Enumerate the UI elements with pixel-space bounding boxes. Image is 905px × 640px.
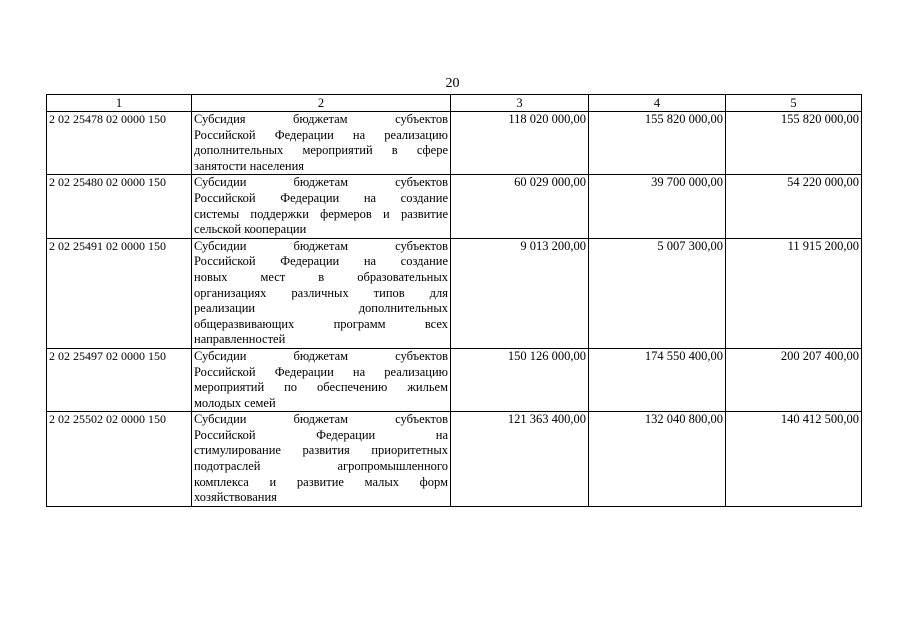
amount-col-5: 155 820 000,00 (726, 112, 862, 175)
amount-col-3: 150 126 000,00 (451, 348, 589, 411)
description-line: общеразвивающих программ всех (194, 316, 448, 331)
amount-col-5: 200 207 400,00 (726, 348, 862, 411)
description-line: стимулирование развития приоритетных (194, 443, 448, 458)
description-line: дополнительных мероприятий в сфере (194, 143, 448, 158)
amount-col-4: 174 550 400,00 (589, 348, 726, 411)
description-line: хозяйствования (194, 490, 277, 505)
description-line: комплекса и развитие малых форм (194, 474, 448, 489)
description-line: мероприятий по обеспечению жильем (194, 380, 448, 395)
amount-col-4: 155 820 000,00 (589, 112, 726, 175)
amount-col-4: 132 040 800,00 (589, 412, 726, 507)
table-row (47, 348, 862, 411)
description-line: сельской кооперации (194, 222, 307, 237)
header-col-5: 5 (726, 95, 862, 112)
description-line: новых мест в образовательных (194, 269, 448, 284)
amount-col-3: 121 363 400,00 (451, 412, 589, 507)
budget-code: 2 02 25502 02 0000 150 (47, 412, 192, 507)
description-line: системы поддержки фермеров и развитие (194, 206, 448, 221)
table-row (47, 412, 862, 507)
budget-table (46, 94, 862, 507)
amount-col-4: 39 700 000,00 (589, 175, 726, 238)
header-col-4: 4 (589, 95, 726, 112)
amount-col-5: 54 220 000,00 (726, 175, 862, 238)
header-col-2: 2 (192, 95, 451, 112)
description-line: Российской Федерации на (194, 427, 448, 442)
row-description (192, 348, 451, 411)
description-line: Российской Федерации на создание (194, 190, 448, 205)
table-row (47, 175, 862, 238)
row-description (192, 412, 451, 507)
amount-col-3: 60 029 000,00 (451, 175, 589, 238)
row-description (192, 175, 451, 238)
description-line: Субсидия бюджетам субъектов (194, 112, 448, 126)
amount-col-4: 5 007 300,00 (589, 238, 726, 348)
amount-col-3: 118 020 000,00 (451, 112, 589, 175)
description-line: Субсидии бюджетам субъектов (194, 175, 448, 190)
description-line: Субсидии бюджетам субъектов (194, 412, 448, 427)
row-description (192, 112, 451, 175)
description-line: занятости населения (194, 158, 305, 173)
description-line: Российской Федерации на создание (194, 254, 448, 269)
budget-code: 2 02 25497 02 0000 150 (47, 348, 192, 411)
description-line: подотраслей агропромышленного (194, 459, 448, 474)
budget-code: 2 02 25491 02 0000 150 (47, 238, 192, 348)
description-line: Российской Федерации на реализацию (194, 127, 448, 142)
description-line: реализации дополнительных (194, 301, 448, 316)
header-col-1: 1 (47, 95, 192, 112)
description-line: Субсидии бюджетам субъектов (194, 348, 448, 363)
page-number: 20 (445, 76, 460, 91)
table-header-row (47, 95, 862, 112)
budget-code: 2 02 25480 02 0000 150 (47, 175, 192, 238)
description-line: организациях различных типов для (194, 285, 448, 300)
description-line: Российской Федерации на реализацию (194, 364, 448, 379)
table-row (47, 112, 862, 175)
description-line: Субсидии бюджетам субъектов (194, 238, 448, 253)
table-row (47, 238, 862, 348)
description-line: молодых семей (194, 395, 276, 410)
amount-col-3: 9 013 200,00 (451, 238, 589, 348)
budget-code: 2 02 25478 02 0000 150 (47, 112, 192, 175)
row-description (192, 238, 451, 348)
amount-col-5: 140 412 500,00 (726, 412, 862, 507)
description-line: направленностей (194, 332, 286, 347)
header-col-3: 3 (451, 95, 589, 112)
amount-col-5: 11 915 200,00 (726, 238, 862, 348)
